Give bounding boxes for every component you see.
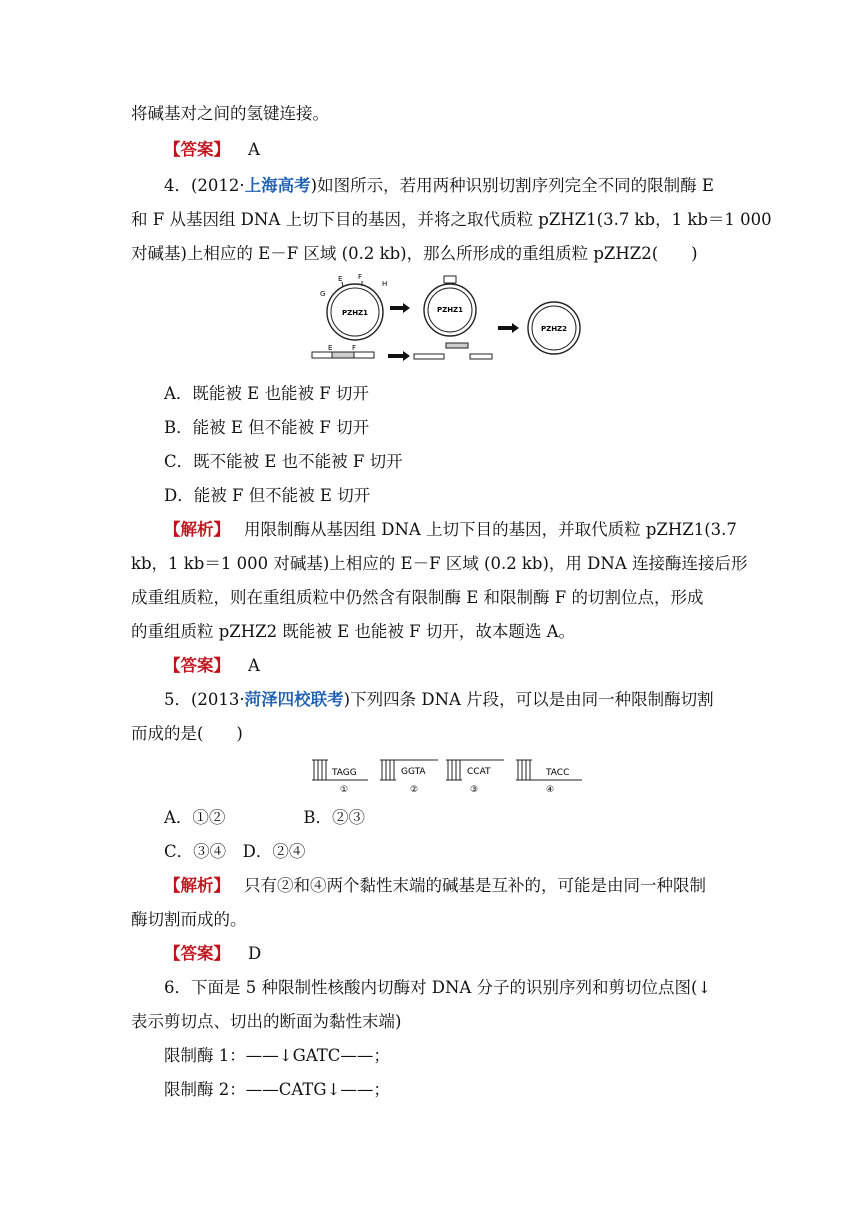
fragment-number: ③ (470, 785, 479, 795)
dna-fragment-left (414, 354, 444, 359)
q4-analysis-3: 成重组质粒，则在重组质粒中仍然含有限制酶 E 和限制酶 F 的切割位点，形成 (131, 588, 704, 607)
q5-line2: 而成的是( ) (131, 724, 243, 743)
genome-label-e: E (328, 344, 333, 352)
q6-enzyme-2: 限制酶 2：——CATG↓——； (164, 1080, 390, 1099)
fragment-3 (446, 760, 504, 795)
answer-value: A (248, 656, 260, 675)
genome-label-f: F (352, 344, 357, 352)
fragment-4 (516, 760, 582, 795)
analysis-label: 【解析】 (164, 520, 230, 539)
answer-label: 【答案】 (164, 140, 230, 159)
fragment-seq: TAGG (332, 768, 357, 778)
label-h: H (382, 280, 388, 288)
fragment-number: ② (410, 785, 419, 795)
arrow-icon (388, 351, 410, 361)
answer-value: D (248, 944, 262, 963)
fragment-seq: CCAT (467, 767, 491, 777)
q5-line1 (164, 688, 714, 712)
q4-number: 4．(2012· (164, 176, 245, 195)
q3-answer (164, 138, 260, 162)
q5-options-ab (164, 806, 365, 830)
label-g: G (320, 290, 326, 298)
q5-answer (164, 942, 261, 966)
q4-analysis-2: kb，1 kb＝1 000 对碱基)上相应的 E－F 区域 (0.2 kb)，用 DNA 连接酶连接后形 (131, 554, 748, 573)
q4-option-a: A．既能被 E 也能被 F 切开 (164, 384, 369, 403)
dna-fragments-figure (308, 756, 598, 796)
label-e: E (338, 275, 343, 283)
answer-label: 【答案】 (164, 656, 230, 675)
arrow-icon (390, 303, 410, 313)
q4-stem-text: )如图所示，若用两种识别切割序列完全不同的限制酶 E (310, 176, 714, 195)
dna-fragment-right (470, 354, 492, 359)
q4-answer (164, 654, 260, 678)
q6-line2: 表示剪切点、切出的断面为黏性末端) (131, 1012, 402, 1031)
q4-line3: 对碱基)上相应的 E－F 区域 (0.2 kb)，那么所形成的重组质粒 pZHZ2( ) (131, 244, 698, 263)
label-f: F (358, 273, 363, 281)
analysis-text: 只有②和④两个黏性末端的碱基是互补的，可能是由同一种限制 (244, 876, 706, 895)
answer-label: 【答案】 (164, 944, 230, 963)
plasmid-2-label: PZHZ2 (540, 325, 568, 333)
fragment-seq: GGTA (401, 767, 426, 777)
fragment-number: ④ (546, 785, 555, 795)
fragment-1 (312, 760, 368, 795)
q5-source: 菏泽四校联考 (244, 690, 344, 709)
plasmid-cut-label: PZHZ1 (436, 306, 464, 314)
removed-region (444, 276, 456, 283)
fragment-number: ① (340, 785, 349, 795)
q5-option-b: B．②③ (303, 808, 366, 827)
fragment-2 (380, 760, 438, 795)
analysis-label: 【解析】 (164, 876, 230, 895)
q4-line1 (164, 174, 714, 198)
fragment-seq: TACC (546, 768, 570, 778)
q4-source: 上海高考 (244, 176, 311, 195)
q5-option-a: A．①② (164, 808, 226, 827)
q4-option-b: B．能被 E 但不能被 F 切开 (164, 418, 370, 437)
q5-number: 5．(2013· (164, 690, 245, 709)
q6-line1: 6．下面是 5 种限制性核酸内切酶对 DNA 分子的识别序列和剪切位点图(↓ (164, 978, 712, 997)
analysis-text: 用限制酶从基因组 DNA 上切下目的基因，并取代质粒 pZHZ1(3.7 (244, 520, 737, 539)
q5-analysis-1 (164, 874, 706, 898)
q4-analysis-4: 的重组质粒 pZHZ2 既能被 E 也能被 F 切开，故本题选 A。 (131, 622, 576, 641)
arrow-icon (498, 323, 519, 333)
q3-tail-text: 将碱基对之间的氢键连接。 (131, 104, 329, 123)
q4-line2: 和 F 从基因组 DNA 上切下目的基因，并将之取代质粒 pZHZ1(3.7 kb，1 kb＝1 000 (131, 210, 772, 229)
answer-value: A (248, 140, 260, 159)
q5-analysis-2: 酶切割而成的。 (131, 910, 247, 929)
q4-analysis-1 (164, 518, 737, 542)
q5-stem-text: )下列四条 DNA 片段，可以是由同一种限制酶切割 (343, 690, 714, 709)
plasmid-1-label: PZHZ1 (341, 309, 369, 317)
target-gene (332, 352, 354, 358)
q5-options-cd: C．③④ D．②④ (164, 842, 306, 861)
q4-option-c: C．既不能被 E 也不能被 F 切开 (164, 452, 403, 471)
q4-option-d: D．能被 F 但不能被 E 切开 (164, 486, 371, 505)
plasmid-diagram (310, 270, 600, 370)
q6-enzyme-1: 限制酶 1：——↓GATC——； (164, 1046, 390, 1065)
gene-fragment (446, 343, 468, 348)
